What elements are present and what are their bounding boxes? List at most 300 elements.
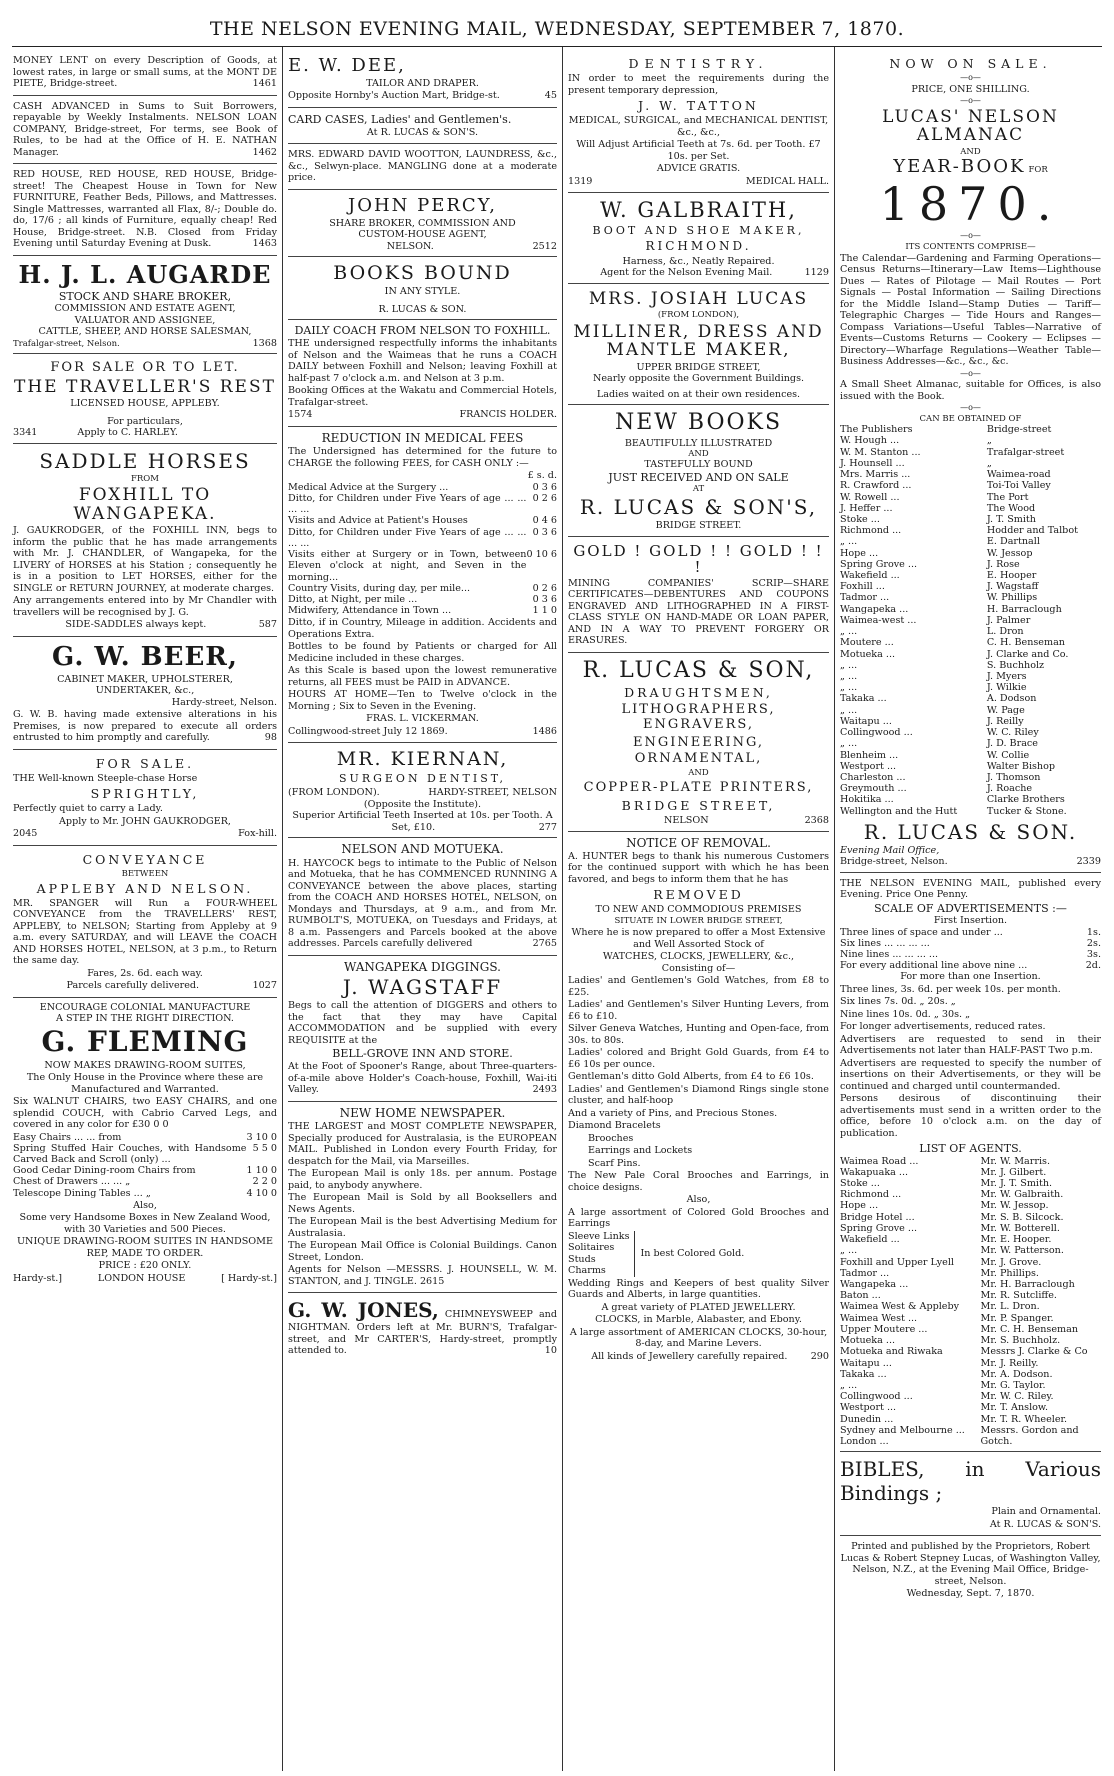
ad-text: HOURS AT HOME—Ten to Twelve o'clock in the Morning ; Six to Seven in the Evening.	[288, 689, 557, 712]
agent-name: Hodder and Talbot	[986, 525, 1078, 537]
agent-place: Wangapeka ...	[840, 1279, 909, 1291]
agent-name: Mr. L. Dron.	[980, 1301, 1040, 1313]
ad-number: 2765	[532, 938, 557, 950]
ad-text: The Calendar—Gardening and Farming Operations—Census Returns—Itinerary—Law Items—Lighthouse Dues — Rates of Pilotage — Mail Routes — Port Signals — Postal Information — Sailing Directions for the Middle Island—Stamp Duties — Tariff—Telegraphic Charges — Tide Hours and Ranges—Compass Variations—Useful Tables—Narrative of Events—Customs Returns — Cookery — Eclipses — Directory—Wharfage Regulations—Weather Table—Business Addresses—&c., &c., &c.	[840, 252, 1101, 368]
agent-name: Clarke Brothers	[986, 794, 1065, 806]
agent-place: Blenheim ...	[840, 749, 899, 761]
table-row	[288, 515, 557, 526]
agent-place: Wangapeka ...	[840, 603, 909, 615]
agent-name: J. T. Smith	[986, 513, 1036, 525]
ad-number: 587	[258, 619, 277, 631]
fee-item: Visits either at Surgery or in Town, between Eleven o'clock at night, and Seven in the morning...	[288, 549, 527, 583]
table-row	[840, 637, 1101, 648]
ad-line: R. LUCAS & SON'S,	[579, 495, 818, 520]
ad-heading: DENTISTRY.	[628, 56, 769, 71]
ad-line: Also,	[686, 1194, 711, 1206]
ad-mrs-lucas	[568, 284, 829, 406]
ad-beer	[13, 637, 277, 750]
agent-place: R. Crawford ...	[840, 480, 912, 492]
ad-line: A great variety of PLATED JEWELLERY.	[601, 1301, 796, 1313]
agent-name: W. Phillips	[986, 592, 1038, 604]
ad-dentistry	[568, 50, 829, 193]
ad-text: MR. SPANGER will Run a FOUR-WHEEL CONVEYANCE from the TRAVELLERS' REST, APPLEBY, to NELSON; Starting from Appleby at 9 a.m. every SATURDAY, and will LEAVE the COACH AND HORSES HOTEL, NELSON, at 3 p.m., to Return the same day.	[13, 897, 277, 967]
list-item: Silver Geneva Watches, Hunting and Open-face, from 30s. to 80s.	[568, 1023, 829, 1046]
agent-name: J. Wagstaff	[986, 581, 1039, 593]
ad-galbraith	[568, 193, 829, 284]
ad-text: Persons desirous of discontinuing their advertisements must send in a written order to the office, before 10 o'clock a.m. on the day of publication.	[840, 1093, 1101, 1139]
ad-motueka	[288, 838, 557, 955]
ad-title: SADDLE HORSES	[39, 448, 251, 473]
agent-place: Stoke ...	[840, 513, 880, 525]
fleming-price-table	[13, 1132, 277, 1199]
ad-line: Parcels carefully delivered.	[66, 980, 200, 992]
ad-text: Any arrangements entered into by Mr Chandler with travellers will be recognised by J. G.	[13, 595, 277, 618]
table-row	[840, 1402, 1101, 1413]
ad-text: MONEY LENT on every Description of Goods, at lowest rates, in large or small sums, at the MONT DE PIETE, Bridge-street.	[13, 55, 277, 89]
ad-line: CABINET MAKER, UPHOLSTERER,	[57, 673, 233, 685]
ad-line: (Opposite the Institute).	[363, 798, 482, 810]
rate-value: 2d.	[1085, 960, 1101, 972]
agent-place: Hope ...	[840, 547, 879, 559]
table-row	[840, 1301, 1101, 1312]
table-row	[840, 1223, 1101, 1234]
agent-place: „ ...	[840, 626, 858, 638]
table-row	[840, 1391, 1101, 1402]
price-value: 2 2 0	[252, 1176, 277, 1188]
ad-books-bound	[288, 257, 557, 320]
rates-table	[840, 927, 1101, 972]
table-row	[840, 570, 1101, 581]
ad-text: IN order to meet the requirements during the present temporary depression,	[568, 73, 829, 96]
mail-agents-table	[840, 1156, 1101, 1448]
column-1	[8, 47, 282, 1771]
price-item: Spring Stuffed Hair Couches, with Handsome Carved Back and Scroll (only) ...	[13, 1142, 247, 1165]
ad-line: Harness, &c., Neatly Repaired.	[622, 255, 775, 267]
list-item: Ladies' colored and Bright Gold Guards, from £4 to £6 10s per ounce.	[568, 1047, 829, 1070]
ad-line: Will Adjust Artificial Teeth at 7s. 6d. per Tooth. £7 10s. per Set.	[576, 139, 821, 162]
agent-place: „ ...	[840, 659, 858, 671]
ad-number: 1319	[568, 175, 593, 187]
ad-line: The Only House in the Province where these are Manufactured and Warranted.	[26, 1072, 264, 1095]
table-row	[288, 549, 557, 583]
ad-title: BOOKS BOUND	[333, 262, 512, 285]
agent-name: The Wood	[986, 502, 1036, 514]
fee-item: Ditto, for Children under Five Years of age ... ... ... ...	[288, 492, 527, 516]
agent-name: Messrs. Gordon and	[980, 1424, 1079, 1436]
agent-name: Mr. J. Gilbert.	[980, 1166, 1047, 1178]
table-row	[840, 548, 1101, 559]
price-item: Chest of Drawers ... ... „	[13, 1176, 131, 1188]
ad-number: 45	[544, 90, 557, 102]
agent-place: Hokitika ...	[840, 794, 894, 806]
masthead: THE NELSON EVENING MAIL, WEDNESDAY, SEPTEMBER 7, 1870.	[12, 0, 1102, 47]
agent-place: Collingwood ...	[840, 1391, 913, 1403]
price-value: 1 10 0	[246, 1165, 277, 1177]
fee-item: Visits and Advice at Patient's Houses	[288, 515, 468, 527]
agent-name: Mr. J. Reilly.	[980, 1357, 1039, 1369]
ad-text: As this Scale is based upon the lowest remunerative returns, all FEES must be PAID in ADVANCE.	[288, 665, 557, 688]
agent-name: Mr. W. Galbraith.	[980, 1189, 1064, 1201]
ad-line: NOW MAKES DRAWING-ROOM SUITES,	[44, 1059, 246, 1071]
agent-name: Walter Bishop	[986, 760, 1056, 772]
ad-line: FOR	[1028, 165, 1048, 176]
agent-name: Trafalgar-street	[986, 446, 1065, 458]
ad-title: MR. KIERNAN,	[336, 748, 509, 771]
ad-line: Plain and Ornamental.	[991, 1506, 1101, 1518]
agent-place: Tadmor ...	[840, 1267, 890, 1279]
ad-title: LUCAS' NELSON ALMANAC	[882, 106, 1059, 146]
agent-place: Richmond ...	[840, 1189, 902, 1201]
ad-line: MILLINER, DRESS AND MANTLE MAKER,	[573, 321, 824, 361]
ad-line: All kinds of Jewellery carefully repaired.	[591, 1350, 788, 1362]
ad-title: THE TRAVELLER'S REST	[14, 376, 276, 397]
ad-title: J. W. TATTON	[638, 98, 759, 113]
agent-place: Takaka ...	[840, 1368, 887, 1380]
table-row	[840, 503, 1101, 514]
ad-percy	[288, 190, 557, 257]
agent-place: Motueka ...	[840, 648, 896, 660]
agent-place: Waimea West ...	[840, 1312, 918, 1324]
agent-name: H. Barraclough	[986, 603, 1062, 615]
table-row	[840, 492, 1101, 503]
ad-line: Nearly opposite the Government Buildings.	[592, 373, 805, 385]
ad-line: RICHMOND.	[645, 239, 752, 254]
table-row	[840, 1245, 1101, 1256]
ad-european-mail	[288, 1102, 557, 1293]
ad-text: H. HAYCOCK begs to intimate to the Public of Nelson and Motueka, that he has COMMENCED RUNNING A CONVEYANCE between the above places, starting from the COACH AND HORSES HOTEL, NELSON, on Mondays and Thursdays, at 9 a.m., and from Mr. RUMBOLT'S, MOTUEKA, on Tuesdays and Fridays, at 8 a.m. Passengers and Parcels booked at the above addresses. Parcels carefully delivered	[288, 857, 557, 950]
colored-gold-group	[568, 1231, 829, 1277]
table-row	[840, 738, 1101, 749]
table-row	[288, 605, 557, 616]
agent-name: C. H. Benseman	[986, 637, 1065, 649]
table-row	[840, 750, 1101, 761]
ad-dee	[288, 50, 557, 108]
ad-text: THE LARGEST and MOST COMPLETE NEWSPAPER, Specially produced for Australasia, is the EUROPEAN MAIL. Published in London every Fourth Friday, for despatch for the Mail, via Marseilles.	[288, 1121, 557, 1167]
ad-number: 2493	[532, 1084, 557, 1096]
ad-text: A large assortment of Colored Gold Brooches and Earrings	[568, 1206, 829, 1230]
ad-line: Ladies waited on at their own residences.	[596, 388, 801, 400]
rate-item: Nine lines ... ... ... ...	[840, 948, 939, 960]
table-row	[840, 949, 1101, 960]
ad-route: APPLEBY AND NELSON.	[36, 880, 254, 896]
ad-number: 1486	[532, 725, 557, 737]
agent-name: J. Palmer	[986, 614, 1031, 626]
ad-line: CLOCKS, in Marble, Alabaster, and Ebony.	[595, 1314, 802, 1326]
table-row	[840, 1156, 1101, 1167]
ad-text: G. W. B. having made extensive alterations in his Premises, is now prepared to execute all orders entrusted to him promptly and carefully.	[13, 709, 277, 744]
ad-text: THE NELSON EVENING MAIL, published every Evening. Price One Penny.	[840, 877, 1101, 901]
table-row	[840, 693, 1101, 704]
table-row	[840, 1369, 1101, 1380]
fee-item: Country Visits, during day, per mile...	[288, 582, 471, 594]
ad-line: A STEP IN THE RIGHT DIRECTION.	[56, 1013, 234, 1025]
agent-place: Westport ...	[840, 760, 897, 772]
agent-name: W. C. Riley	[986, 727, 1039, 739]
agent-name: L. Dron	[986, 626, 1024, 638]
ad-line: AT	[692, 483, 705, 494]
table-row	[840, 1425, 1101, 1436]
table-row	[840, 458, 1101, 469]
ad-heading: REDUCTION IN MEDICAL FEES	[321, 430, 524, 445]
agent-place: Greymouth ...	[840, 783, 907, 795]
ad-text: THE Well-known Steeple-chase Horse	[13, 772, 198, 784]
agent-name: Mr. W. Botterell.	[980, 1222, 1060, 1234]
ad-heading: ENCOURAGE COLONIAL MANUFACTURE	[39, 1001, 251, 1013]
agent-place: W. M. Stanton ...	[840, 446, 921, 458]
ad-signature: FRANCIS HOLDER.	[459, 409, 557, 421]
agent-place: The Publishers	[840, 424, 913, 436]
agent-name: J. Reilly	[986, 715, 1024, 727]
ad-wootton	[288, 144, 557, 190]
fee-value: 0 3 6	[532, 526, 557, 538]
agent-place: „ ...	[840, 704, 858, 716]
fee-item: Ditto, at Night, per mile ...	[288, 593, 418, 605]
table-row	[840, 1335, 1101, 1346]
agent-place: „ ...	[840, 1379, 858, 1391]
table-row	[288, 583, 557, 594]
ad-text: A Small Sheet Almanac, suitable for Offices, is also issued with the Book.	[840, 379, 1101, 402]
ad-line: MEDICAL HALL.	[745, 175, 829, 187]
agent-name: J. Thomson	[986, 771, 1041, 783]
ad-number: 1574	[288, 409, 313, 421]
agent-place: Collingwood ...	[840, 727, 913, 739]
table-row	[840, 806, 1101, 817]
ad-text: THE undersigned respectfully informs the inhabitants of Nelson and the Waimeas that he runs a COACH DAILY between Foxhill and Nelson; leaving Foxhill at half-past 7 o'clock a.m. and Nelson at 3 p.m.	[288, 338, 557, 384]
table-row	[840, 1436, 1101, 1447]
ad-number: 98	[264, 732, 277, 744]
agent-place: Richmond ...	[840, 525, 902, 537]
ad-line: Opposite Hornby's Auction Mart, Bridge-st.	[288, 90, 500, 102]
ad-text: The Undersigned has determined for the future to CHARGE the following FEES, for CASH ONLY :—	[288, 446, 557, 469]
agent-place: Moutere ...	[840, 637, 894, 649]
agent-name: Mr. Phillips.	[980, 1267, 1039, 1279]
table-row	[840, 604, 1101, 615]
almanac-year: 1870.	[879, 177, 1062, 232]
table-row	[13, 1165, 277, 1176]
ad-number: 3341	[13, 427, 38, 439]
ad-title: CONVEYANCE	[82, 851, 208, 867]
table-row	[840, 1234, 1101, 1245]
ad-number: 1462	[252, 146, 277, 158]
agent-place: Dunedin ...	[840, 1413, 894, 1425]
ad-text: RED HOUSE, RED HOUSE, RED HOUSE, Bridge-street! The Cheapest House in Town for New FURNITURE, Feather Beds, Pillows, and Mattresses. Single Mattresses, warranted all Flax, 8/-; Double do. do, 17/6 ; all kinds of Furniture, equally cheap! Red House, Bridge-street. N.B. Closed from Friday Evening until Saturday Evening at Dusk.	[13, 169, 277, 249]
agent-name: E. Dartnall	[986, 536, 1040, 548]
ad-text: The European Mail Office is Colonial Buildings. Canon Street, London.	[288, 1240, 557, 1263]
ad-line: SIDE-SADDLES always kept.	[65, 619, 207, 631]
ad-line: Fox-hill.	[238, 828, 277, 840]
ad-line: COPPER-PLATE PRINTERS,	[583, 780, 814, 796]
agent-name: Mr. J. Grove.	[980, 1256, 1042, 1268]
table-row	[840, 514, 1101, 525]
ad-number: 2512	[532, 240, 557, 252]
columns	[8, 47, 1106, 1771]
ad-text: The European Mail is Sold by all Booksellers and News Agents.	[288, 1192, 557, 1215]
agent-name: Mr. H. Barraclough	[980, 1279, 1075, 1291]
ad-text: At the Foot of Spooner's Range, about Three-quarters-of-a-mile above Holder's Coach-house, Foxhill, Wai-iti Valley.	[288, 1061, 557, 1096]
agent-name: Mr. C. H. Benseman	[980, 1323, 1079, 1335]
agent-name: Mr. W. Marris.	[980, 1155, 1050, 1167]
ad-line: A large assortment of AMERICAN CLOCKS, 30-hour, 8-day, and Marine Levers.	[569, 1326, 828, 1350]
ad-line: For more than one Insertion.	[900, 971, 1041, 983]
agent-place: Sydney and Melbourne ...	[840, 1424, 965, 1436]
table-row	[288, 527, 557, 549]
ad-title: SPRIGHTLY,	[90, 786, 200, 802]
ad-line: REMOVED	[653, 887, 744, 903]
table-row	[840, 447, 1101, 458]
ad-line: SHARE BROKER, COMMISSION AND	[329, 217, 516, 229]
agent-place: J. Heffer ...	[840, 502, 893, 514]
agent-name: J. Clarke and Co.	[986, 648, 1069, 660]
table-row	[13, 1176, 277, 1187]
agent-name: Mr. T. Anslow.	[980, 1402, 1049, 1414]
agent-place: Upper Moutere ...	[840, 1323, 928, 1335]
agent-place: J. Hounsell ...	[840, 457, 905, 469]
ad-title: YEAR-BOOK	[893, 156, 1026, 178]
table-row	[840, 660, 1101, 671]
ad-number: 2339	[1076, 856, 1101, 868]
agent-place: Waitapu ...	[840, 1357, 892, 1369]
ad-line: BEAUTIFULLY ILLUSTRATED	[624, 437, 773, 449]
table-row	[840, 435, 1101, 446]
table-row	[288, 482, 557, 493]
agent-place: „ ...	[840, 671, 858, 683]
ad-augarde	[13, 256, 277, 355]
table-row	[840, 559, 1101, 570]
ad-text: MRS. EDWARD DAVID WOOTTON, LAUNDRESS, &c., &c., Selwyn-place. MANGLING done at a moderate price.	[288, 149, 557, 184]
column-3	[562, 47, 834, 1771]
ad-heading: FOR SALE.	[95, 755, 195, 771]
ad-text: The European Mail is only 18s. per annum. Postage paid, to anybody anywhere.	[288, 1168, 557, 1191]
ad-number: 1129	[804, 267, 829, 279]
ad-line: Evening Mail Office,	[840, 844, 940, 856]
table-row	[840, 1200, 1101, 1211]
agent-place: Mrs. Marris ...	[840, 469, 911, 481]
table-row	[840, 480, 1101, 491]
table-row	[840, 649, 1101, 660]
list-item: Solitaires	[568, 1242, 615, 1254]
ad-text: Bottles to be found by Patients or charged for All Medicine included in these charges.	[288, 641, 557, 664]
table-row	[840, 727, 1101, 738]
ad-line: STOCK AND SHARE BROKER,	[58, 289, 232, 303]
ad-title: G. FLEMING	[41, 1024, 249, 1058]
ad-wangapeka-diggings	[288, 956, 557, 1102]
mail-agents-body	[840, 1156, 1101, 1448]
ad-number: 1461	[252, 78, 277, 89]
fee-item: Ditto, for Children under Five Years of age ... ... ... ...	[288, 526, 527, 549]
table-row	[840, 772, 1101, 783]
ad-number: 10	[544, 1345, 557, 1357]
ad-heading: NOW ON SALE.	[889, 56, 1052, 71]
ad-line: AND	[688, 449, 709, 460]
ad-signature: R. LUCAS & SON.	[863, 819, 1078, 844]
ad-line: Nine lines 10s. 0d. „ 30s. „	[840, 1008, 971, 1020]
table-row	[840, 525, 1101, 536]
agent-place: Spring Grove ...	[840, 1222, 918, 1234]
column-2	[282, 47, 562, 1771]
rate-value: 3s.	[1086, 948, 1101, 960]
agent-name: Mr. A. Dodson.	[980, 1368, 1053, 1380]
list-item: Charms	[568, 1265, 606, 1277]
price-value: 5 5 0	[252, 1142, 277, 1154]
table-row	[840, 469, 1101, 480]
list-item: Gentleman's ditto Gold Alberts, from £4 to £6 10s.	[568, 1071, 814, 1083]
rate-item: Three lines of space and under ...	[840, 926, 1003, 938]
agent-name: Mr. P. Spanger.	[980, 1312, 1054, 1324]
agent-name: The Port	[986, 491, 1029, 503]
ad-title: NEW BOOKS	[614, 410, 783, 436]
agent-place: Westport ...	[840, 1402, 897, 1414]
ad-line: Some very Handsome Boxes in New Zealand Wood, with 30 Varieties and 500 Pieces.	[19, 1212, 271, 1235]
ad-jones	[288, 1293, 557, 1362]
table-row	[840, 794, 1101, 805]
ad-title: GOLD ! GOLD ! ! GOLD ! ! !	[573, 541, 824, 577]
agent-place: „ ...	[840, 536, 858, 548]
ad-heading: WANGAPEKA DIGGINGS.	[344, 959, 501, 974]
agent-place: Spring Grove ...	[840, 558, 918, 570]
agent-place: Baton ...	[840, 1290, 881, 1302]
ad-number: 2615	[419, 1275, 445, 1287]
agent-place: Tadmor ...	[840, 592, 890, 604]
price-value: 3 10 0	[246, 1131, 277, 1143]
ad-line: Agent for the Nelson Evening Mail.	[600, 267, 773, 279]
table-row	[840, 424, 1101, 435]
list-item: The New Pale Coral Brooches and Earrings, in choice designs.	[568, 1170, 829, 1193]
agent-name: Gotch.	[980, 1436, 1013, 1448]
ad-heading: FOR SALE OR TO LET.	[50, 360, 240, 376]
table-row	[840, 716, 1101, 727]
agent-place: Waimea-west ...	[840, 614, 917, 626]
agent-name: W. Jessop	[986, 547, 1033, 559]
agent-place: Takaka ...	[840, 693, 887, 705]
ad-line: NELSON	[663, 815, 709, 827]
table-row	[840, 1268, 1101, 1279]
ornament-divider: —o—	[960, 96, 981, 106]
table-row	[840, 671, 1101, 682]
ad-kiernan	[288, 743, 557, 838]
ad-title: MRS. JOSIAH LUCAS	[588, 288, 809, 309]
agent-name: Tucker & Stone.	[986, 805, 1067, 817]
ad-heading: LIST OF AGENTS.	[919, 1142, 1022, 1156]
fee-value: 0 3 6	[532, 593, 557, 605]
agent-place: London ...	[840, 1436, 889, 1448]
table-row	[840, 682, 1101, 693]
ad-text: CARD CASES, Ladies' and Gentlemen's.	[288, 112, 512, 126]
ad-line: TO NEW AND COMMODIOUS PREMISES	[595, 904, 802, 916]
ad-line: CAN BE OBTAINED OF	[919, 414, 1022, 425]
table-row	[13, 1143, 277, 1165]
ad-line: AND	[688, 768, 709, 779]
rate-value: 2s.	[1086, 937, 1101, 949]
ad-line: SITUATE IN LOWER BRIDGE STREET,	[614, 915, 783, 926]
agent-name: Mr. G. Taylor.	[980, 1379, 1046, 1391]
ad-text: MINING COMPANIES' SCRIP—SHARE CERTIFICATES—DEBENTURES AND COUPONS ENGRAVED AND LITHOGRAPHED IN A FIRST-CLASS STYLE ON HAND-MADE OR LOAN PAPER, AND IN A WAY TO PREVENT FORGERY OR ERASURES.	[568, 577, 829, 647]
ad-daily-coach	[288, 320, 557, 427]
agent-name: „	[986, 457, 992, 469]
ad-line: WATCHES, CLOCKS, JEWELLERY, &c.,	[602, 951, 795, 963]
ad-text: Booking Offices at the Wakatu and Commercial Hotels, Trafalgar-street.	[288, 385, 557, 408]
agent-place: Waimea Road ...	[840, 1155, 919, 1167]
agent-name: J. Roache	[986, 783, 1033, 795]
ad-line: CATTLE, SHEEP, AND HORSE SALESMAN,	[38, 326, 252, 338]
ad-line: (FROM LONDON).	[288, 787, 380, 799]
agent-place: Wellington and the Hutt	[840, 805, 958, 817]
agent-place: W. Rowell ...	[840, 491, 900, 503]
rate-item: Six lines ... ... ... ...	[840, 937, 930, 949]
table-row	[840, 1290, 1101, 1301]
ad-title: G. W. JONES,	[288, 1298, 439, 1323]
ad-line: BRIDGE STREET,	[621, 798, 776, 814]
ad-medical-fees	[288, 427, 557, 744]
